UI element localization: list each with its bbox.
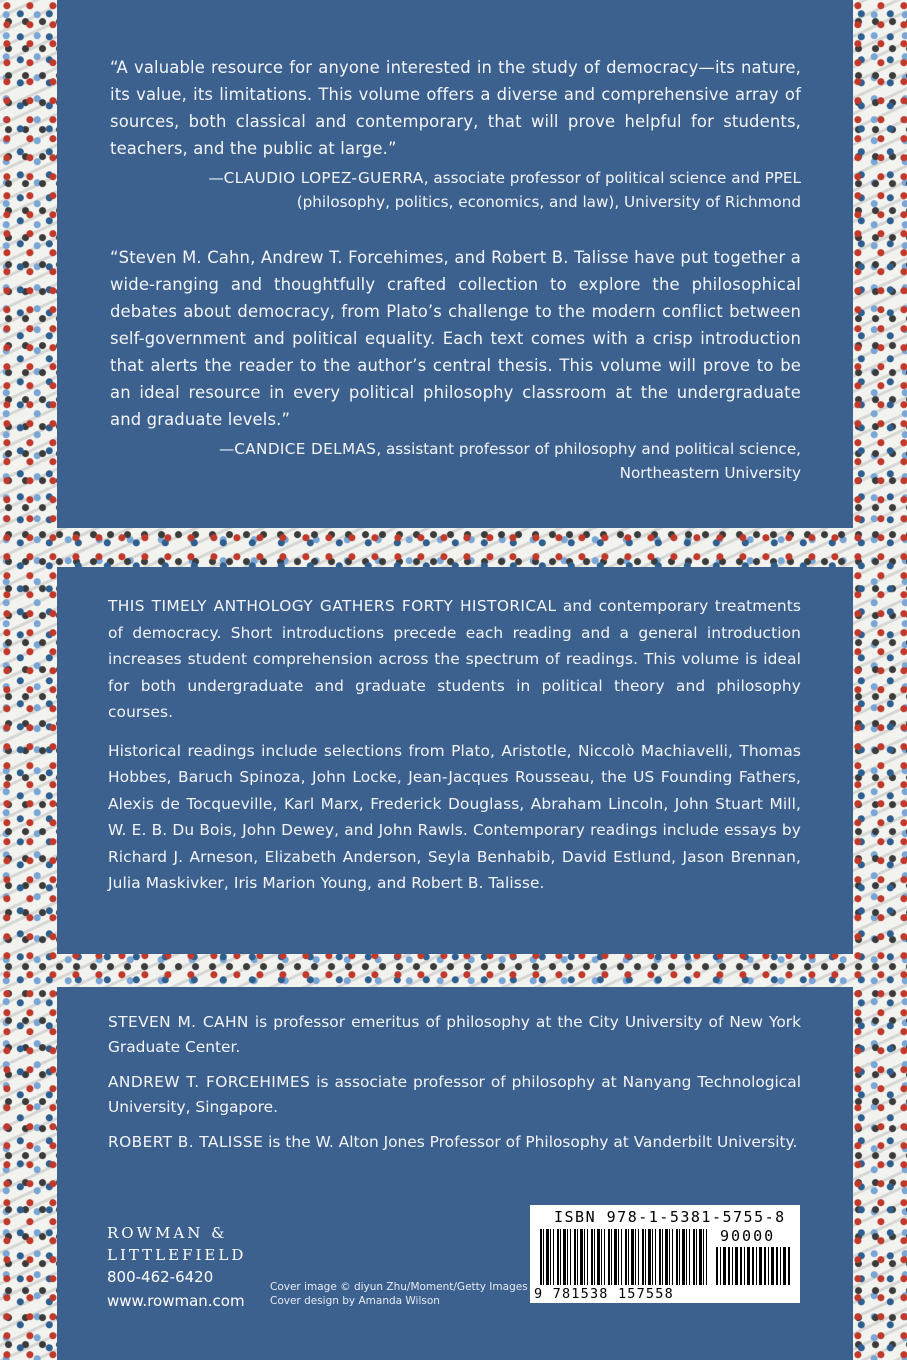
cover-credits	[270, 1280, 528, 1308]
author-bio	[108, 1010, 801, 1060]
publisher-logo	[107, 1222, 246, 1266]
ean-digits: 9 781538 157558	[534, 1286, 674, 1302]
reviews-panel	[57, 0, 853, 528]
cover-image-credit: Cover image © diyun Zhu/Moment/Getty Images	[270, 1281, 528, 1293]
description-paragraph-2: Historical readings include selections from Plato, Aristotle, Niccolò Machiavelli, Thomas Hobbes, Baruch Spinoza, John Locke, Jean-Jacques Rousseau, the US Founding Fathers, Alexis de Tocqueville, Karl Marx, Frederick Douglass, Abraham Lincoln, John Stuart Mill, W. E. B. Du Bois, John Dewey, and John Rawls. Contemporary readings include essays by Richard J. Arneson, Elizabeth Anderson, Seyla Benhabib, David Estlund, Jason Brennan, Julia Maskivker, Iris Marion Young, and Robert B. Talisse.	[108, 741, 801, 892]
price-code: 90000	[720, 1227, 776, 1245]
description-panel	[57, 567, 853, 954]
author-name: ANDREW T. FORCEHIMES	[108, 1073, 311, 1091]
review-attribution-2	[110, 437, 801, 485]
reviewer-name: CANDICE DELMAS	[234, 440, 377, 458]
description-para1-rest: and contemporary treatments of democracy. Short introductions precede each reading and a general introduction increases student comprehension across the spectrum of readings. This volume is ideal for both undergraduate and graduate students in political theory and philosophy courses.	[108, 597, 802, 721]
author-bio	[108, 1130, 801, 1155]
cover-design-credit: Cover design by Amanda Wilson	[270, 1295, 440, 1307]
description-paragraph-1	[108, 593, 801, 726]
addon-barcode-bars	[716, 1247, 792, 1285]
isbn-text: ISBN 978-1-5381-5755-8	[554, 1208, 786, 1226]
author-bio-text: is associate professor of philosophy at Nanyang Technological University, Singapore.	[108, 1073, 801, 1116]
publisher-line2: LITTLEFIELD	[107, 1246, 247, 1264]
reviewer-title-line1: , assistant professor of philosophy and political science,	[376, 440, 801, 458]
reviewer-name: CLAUDIO LOPEZ-GUERRA	[223, 169, 424, 187]
reviewer-title-line2: Northeastern University	[619, 464, 801, 482]
author-name: ROBERT B. TALISSE	[108, 1133, 264, 1151]
isbn-barcode	[530, 1205, 800, 1303]
review-quote-1: “A valuable resource for anyone interested in the study of democracy—its nature, its value, its limitations. This volume offers a diverse and comprehensive array of sources, both classical and contemporary, that will prove helpful for students, teachers, and the public at large.”	[110, 58, 801, 158]
barcode-bars	[540, 1229, 708, 1285]
attribution-dash: —	[208, 169, 224, 187]
publisher-website: www.rowman.com	[107, 1292, 245, 1310]
attribution-dash: —	[219, 440, 235, 458]
author-name: STEVEN M. CAHN	[108, 1013, 249, 1031]
review-attribution-1	[110, 166, 801, 214]
author-bio	[108, 1070, 801, 1120]
publisher-line1: ROWMAN &	[107, 1224, 228, 1242]
author-bio-text: is professor emeritus of philosophy at the City University of New York Graduate Center.	[108, 1013, 802, 1056]
reviewer-title-line1: , associate professor of political science and PPEL	[423, 169, 801, 187]
author-bio-text: is the W. Alton Jones Professor of Philosophy at Vanderbilt University.	[263, 1133, 798, 1151]
publisher-phone: 800-462-6420	[107, 1268, 214, 1286]
review-quote-2: “Steven M. Cahn, Andrew T. Forcehimes, and Robert B. Talisse have put together a wide-ranging and thoughtfully crafted collection to explore the philosophical debates about democracy, from Plato’s challenge to the modern conflict between self-government and political equality. Each text comes with a crisp introduction that alerts the reader to the author’s central thesis. This volume will prove to be an ideal resource in every political philosophy classroom at the undergraduate and graduate levels.”	[110, 248, 801, 429]
reviewer-title-line2: (philosophy, politics, economics, and law), University of Richmond	[296, 193, 801, 211]
description-lead-caps: THIS TIMELY ANTHOLOGY GATHERS FORTY HISTORICAL	[108, 597, 557, 615]
